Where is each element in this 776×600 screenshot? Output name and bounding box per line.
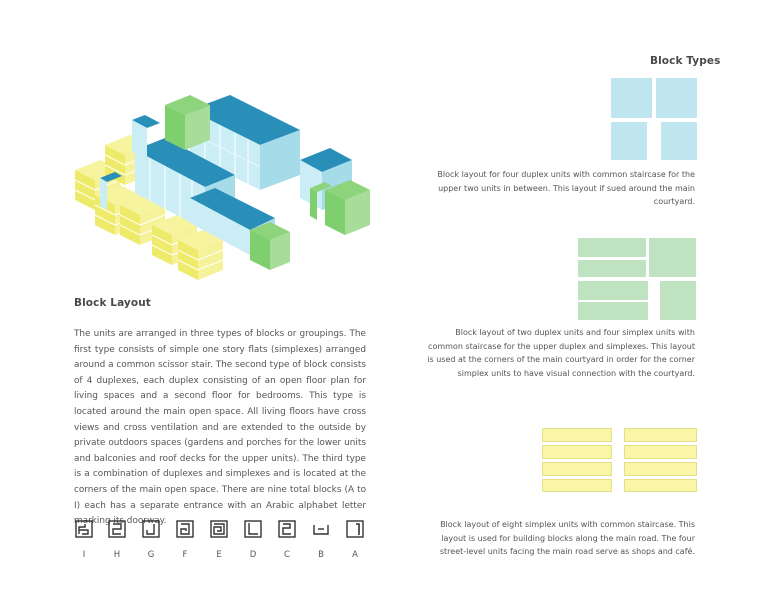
block-letter-label: I [82, 550, 86, 560]
block-letter-label: H [113, 550, 121, 560]
simplex-unit [624, 445, 697, 459]
block-letter-A [345, 520, 365, 560]
simplex-unit [624, 462, 697, 476]
simplex-unit [542, 428, 612, 442]
block-letter-label: B [318, 550, 324, 560]
block-letters-row [74, 520, 374, 560]
arabic-letter-glyph-icon [142, 520, 160, 538]
block-letter-label: A [352, 550, 358, 560]
block-letter-label: G [147, 550, 155, 560]
block-letter-label: F [182, 550, 188, 560]
block-letter-I [74, 520, 94, 560]
block-type-2-caption: Block layout of two duplex units and four simplex units with common staircase for the upper duplex and simplexes. This layout is used at the corners of the main courtyard in order for the corner simplex units to have visual connection with the courtyard. [427, 328, 695, 378]
arabic-letter-glyph-icon [210, 520, 228, 538]
block-letter-label: D [249, 550, 257, 560]
arabic-letter-glyph-icon [278, 520, 296, 538]
block-types-title: Block Types [650, 55, 721, 67]
duplex-unit [611, 78, 652, 118]
block-type-3-plan [542, 428, 697, 492]
simplex-unit [624, 428, 697, 442]
block-layout-title: Block Layout [74, 297, 151, 309]
duplex-unit [649, 238, 696, 277]
block-letter-label: C [284, 550, 290, 560]
arabic-letter-glyph-icon [108, 520, 126, 538]
duplex-unit [656, 78, 697, 118]
arabic-letter-glyph-icon [176, 520, 194, 538]
simplex-unit [542, 445, 612, 459]
arabic-letter-glyph-icon [346, 520, 364, 538]
block-type-2-plan [578, 238, 696, 320]
simplex-unit [542, 479, 612, 492]
simplex-unit [578, 281, 648, 300]
simplex-unit [578, 238, 646, 257]
block-letter-label: E [216, 550, 222, 560]
simplex-unit [542, 462, 612, 476]
block-letter-F [175, 520, 195, 560]
block-type-3-caption: Block layout of eight simplex units with common staircase. This layout is used for building blocks along the main road. The four street-level units facing the main road serve as shops and café. [439, 520, 695, 556]
block-letter-E [209, 520, 229, 560]
block-letter-C [277, 520, 297, 560]
block-letter-B [311, 520, 331, 560]
arabic-letter-glyph-icon [312, 520, 330, 538]
block-layout-paragraph: The units are arranged in three types of blocks or groupings. The first type consists of simple one story flats (simplexes) arranged around a common scissor stair. The second type of block consists of 4 duplexes, each duplex consisting of an open floor plan for living spaces and a second floor for bedrooms. This type is located around the main open space. All living floors have cross views and cross ventilation and are extended to the outside by private outdoors spaces (gardens and porches for the lower units and balconies and roof decks for the upper units). The third type is a combination of duplexes and simplexes and is located at the corners of the main open space. There are nine total blocks (A to I) each has a separate entrance with an Arabic alphabet letter marking its doorway. [74, 329, 366, 527]
arabic-letter-glyph-icon [244, 520, 262, 538]
block-letter-G [141, 520, 161, 560]
arabic-letter-glyph-icon [75, 520, 93, 538]
duplex-unit [611, 122, 647, 160]
duplex-unit [660, 281, 696, 320]
duplex-unit [661, 122, 697, 160]
block-letter-D [243, 520, 263, 560]
simplex-unit [578, 302, 648, 320]
block-type-1-caption: Block layout for four duplex units with common staircase for the upper two units in between. This layout if sued around the main courtyard. [437, 170, 695, 206]
simplex-unit [578, 260, 646, 277]
block-type-1-plan [611, 78, 697, 160]
simplex-unit [624, 479, 697, 492]
block-letter-H [107, 520, 127, 560]
isometric-block-massing-diagram [70, 90, 370, 290]
